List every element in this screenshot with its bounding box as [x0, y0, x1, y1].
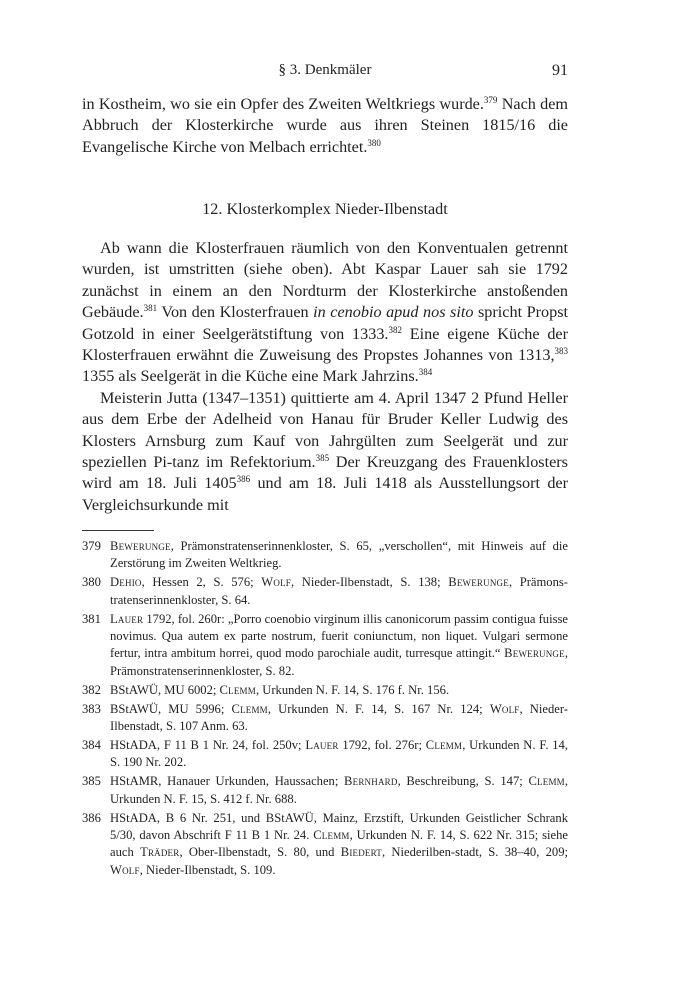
footnote-text: HStAMR, Hanauer Urkunden, Haussachen; [110, 774, 345, 789]
footnote-text: BStAWÜ, MU 5996; [110, 701, 232, 716]
footnote-386 [82, 810, 568, 880]
footnote-379 [82, 538, 568, 573]
footnote-number: 379 [82, 539, 101, 553]
footnote-text: , Hessen 2, S. 576; [141, 575, 262, 590]
author-name: Lauer [305, 737, 339, 752]
text-run: Meisterin Jutta (1347–1351) quittierte am 4. April 1347 2 Pfund Heller aus dem Erbe der Adelheid von Hanau für Bruder Keller Ludwig des Klosters Arnsburg zum Kauf von Jahrgülten zum Seelgerät und zur speziellen Pi-tanz im Refektorium. [82, 388, 568, 472]
footnote-text: , Urkunden N. F. 15, S. 412 f. Nr. 688. [110, 774, 569, 806]
footnote-text: , Ober-Ilbenstadt, S. 80, und [179, 845, 341, 860]
author-name: Lauer [110, 611, 144, 626]
latin-quote: in cenobio apud nos sito [313, 303, 474, 322]
footnote-text: BStAWÜ, MU 6002; [110, 682, 220, 697]
footnote-number: 386 [82, 810, 101, 825]
text-run: Ab wann die Klosterfrauen räumlich von den Konventualen getrennt wurden, ist umstritten (siehe oben). Abt Kaspar Lauer sah sie 1792 zunächst in einem an den Nordturm der Klosterkirche anstoßenden Gebäude. [82, 239, 568, 322]
text-run: Nach dem Abbruch der Klosterkirche wurde aus ihren Steinen 1815/16 die Evangelische Kirche von Melbach errichtet. [82, 95, 568, 156]
author-name: Wolf [261, 575, 291, 590]
footnote-text: , Nieder-Ilbenstadt, S. 107 Anm. 63. [110, 701, 568, 734]
text-run: Eine eigene Küche der Klosterfrauen erwähnt die Zuweisung des Propstes Johannes von 1313, [82, 324, 568, 365]
footnote-ref[interactable]: 381 [143, 303, 158, 314]
text-run: Der Kreuzgang des Frauenklosters wird am 18. Juli 1405 [82, 453, 568, 493]
page-number: 91 [552, 62, 568, 79]
text-run: und am 18. Juli 1418 als Ausstellungsort der Vergleichsurkunde mit [82, 474, 568, 514]
footnote-number: 385 [82, 774, 101, 789]
footnote-382 [82, 682, 568, 699]
footnote-text: , Urkunden N. F. 14, S. 167 Nr. 124; [267, 701, 490, 716]
text-run: 1355 als Seelgerät in die Küche eine Mark Jahrzins. [82, 367, 419, 386]
author-name: Bewerunge [110, 539, 171, 553]
author-name: Clemm [528, 774, 565, 789]
author-name: Clemm [313, 828, 350, 842]
section-body [82, 238, 568, 516]
footnote-text: , Niederilben-stadt, S. 38–40, 209; [382, 845, 569, 860]
author-name: Dehio [110, 575, 142, 590]
body-paragraph [82, 388, 568, 516]
footnote-385 [82, 773, 568, 808]
author-name: Wolf [110, 862, 140, 877]
footnotes [82, 538, 568, 881]
footnote-text: , Nieder-Ilbenstadt, S. 138; [290, 575, 449, 590]
footnote-text: HStADA, B 6 Nr. 251, und BStAWÜ, Mainz, Erzstift, Urkunden Geistlicher Schrank 5/30, davon Abschrift F 11 B 1 Nr. 24. [110, 810, 568, 842]
footnote-text: , Prämonstratenserinnenkloster, S. 65, „verschollen“, mit Hinweis auf die Zerstörung im Zweiten Weltkrieg. [110, 539, 568, 571]
footnote-381 [82, 611, 568, 681]
running-head [82, 62, 568, 82]
author-name: Clemm [231, 701, 268, 716]
footnote-383 [82, 701, 568, 736]
footnote-ref[interactable]: 382 [388, 324, 402, 335]
footnote-text: , Prämonstratenserinnenkloster, S. 82. [110, 646, 568, 678]
text-run: spricht Propst Gotzold in einer Seelgerätstiftung von 1333. [82, 303, 568, 343]
footnote-number: 380 [82, 575, 101, 590]
footnote-text: , Nieder-Ilbenstadt, S. 109. [139, 862, 276, 877]
footnote-text: 1792, fol. 260r: „Porro coenobio virginum illis canonicorum passim contigua fuisse novimus. Qua autem ex parte nostrum, fuerit coniunctum, non liquet. Vulgari sermone fertur, intra ambitum horrei, quod modo parochiale audit, turresque attingit.“ [110, 611, 568, 661]
footnote-divider [82, 530, 154, 531]
footnote-text: , Urkunden N. F. 14, S. 622 Nr. 315; siehe auch [110, 828, 568, 860]
author-name: Clemm [219, 682, 256, 697]
author-name: Biedert [340, 845, 382, 860]
footnote-ref[interactable]: 379 [483, 95, 498, 105]
author-name: Wolf [489, 701, 520, 716]
footnote-number: 383 [82, 701, 101, 716]
footnote-ref[interactable]: 380 [367, 137, 381, 148]
author-name: Bernhard [344, 774, 398, 789]
intro-text [82, 94, 568, 158]
footnote-ref[interactable]: 384 [418, 367, 433, 378]
footnote-ref[interactable]: 385 [315, 453, 330, 464]
author-name: Clemm [425, 737, 463, 752]
footnote-number: 382 [82, 682, 101, 697]
footnote-number: 381 [82, 611, 101, 626]
text-run: Von den Klosterfrauen [157, 303, 314, 322]
footnote-ref[interactable]: 386 [236, 474, 251, 485]
footnote-text: , Prämons-tratenserinnenkloster, S. 64. [110, 575, 568, 607]
section-heading: 12. Klosterkomplex Nieder-Ilbenstadt [202, 200, 448, 218]
footnote-number: 384 [82, 737, 101, 752]
intro-paragraph [82, 94, 568, 158]
footnote-text: , Urkunden N. F. 14, S. 176 f. Nr. 156. [255, 682, 450, 697]
author-name: Träder [140, 845, 180, 860]
running-title: § 3. Denkmäler [278, 62, 372, 78]
footnote-ref[interactable]: 383 [554, 346, 568, 357]
footnote-text: , Urkunden N. F. 14, S. 190 Nr. 202. [110, 737, 569, 770]
author-name: Bewerunge [504, 646, 565, 661]
footnote-380 [82, 574, 568, 609]
author-name: Bewerunge [448, 575, 509, 590]
footnote-384 [82, 737, 568, 772]
book-page [82, 0, 568, 988]
footnote-text: HStADA, F 11 B 1 Nr. 24, fol. 250v; [110, 737, 306, 752]
body-paragraph [82, 238, 568, 388]
footnote-text: , Beschreibung, S. 147; [397, 774, 529, 789]
text-run: in Kostheim, wo sie ein Opfer des Zweiten Weltkriegs wurde. [82, 95, 484, 113]
footnote-text: 1792, fol. 276r; [338, 737, 426, 752]
